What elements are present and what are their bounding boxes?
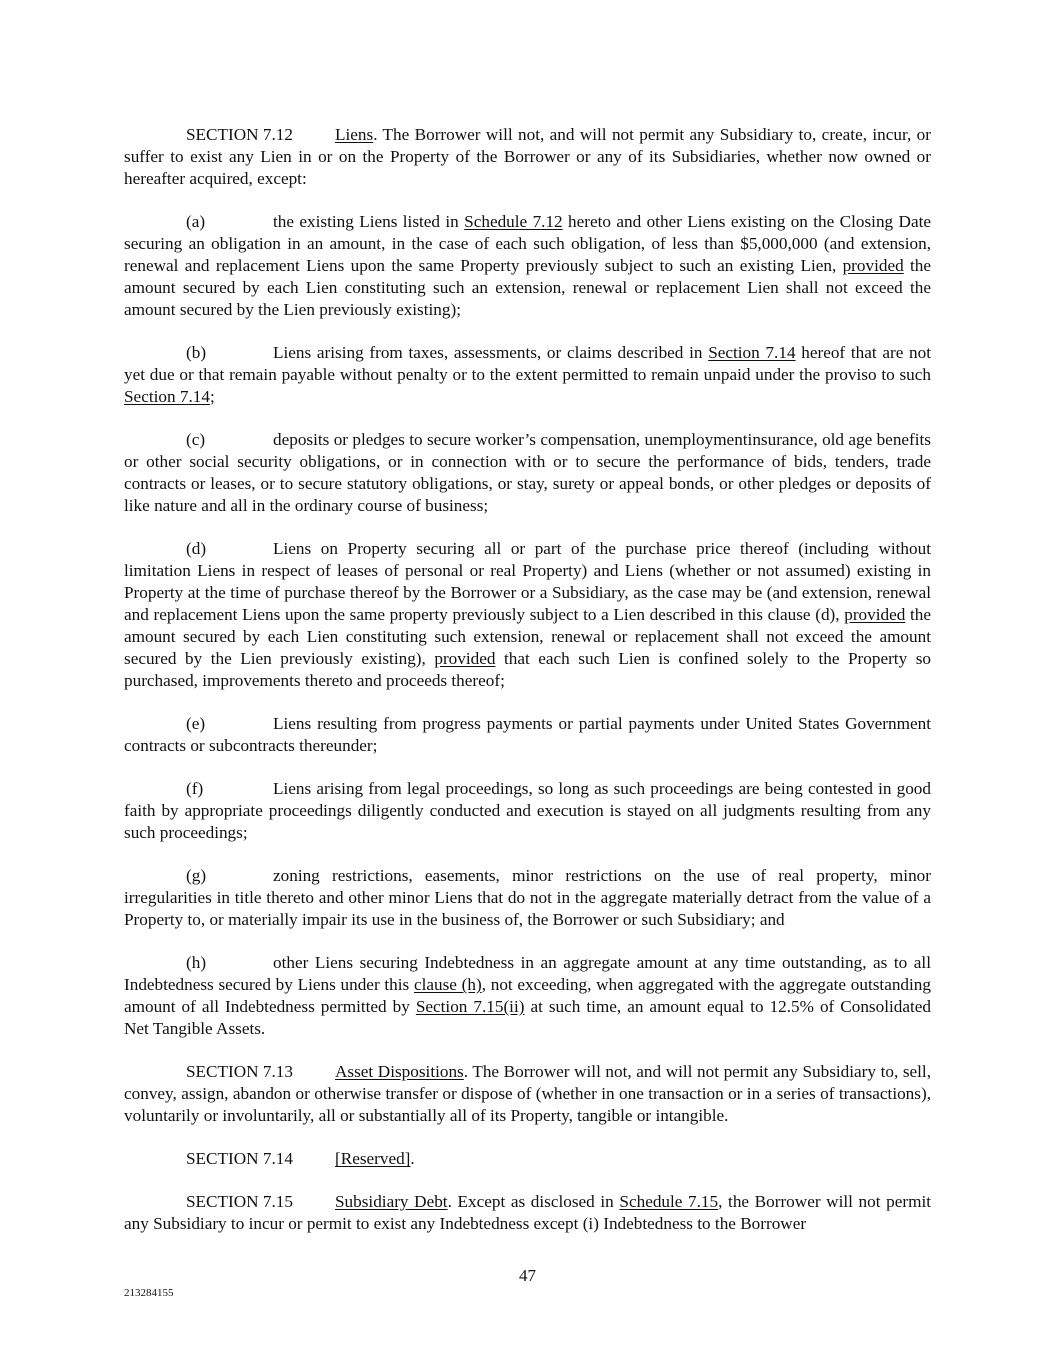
clause-label: (d) — [186, 539, 207, 558]
section-body: . — [410, 1149, 415, 1168]
clause-label: (g) — [186, 866, 207, 885]
clause-text: the existing Liens listed in — [273, 212, 465, 231]
section-label: SECTION 7.14 — [186, 1149, 293, 1168]
clause-text: at such time, an amount equal to 12.5% of Consolidated Net Tangible Assets. — [124, 997, 931, 1038]
section-body: . The Borrower will not, and will not permit any Subsidiary to, sell, convey, assign, abandon or otherwise transfer or dispose of (whether in one transaction or in a series of transactions), voluntarily or involuntarily, all or substantially all of its Property, tangible or intangible. — [124, 1062, 931, 1125]
clause-text: Liens arising from legal proceedings, so long as such proceedings are being contested in good faith by appropriate proceedings diligently conducted and execution is stayed on all judgments resulting from any such proceedings; — [124, 779, 931, 842]
provided-term: provided — [844, 605, 906, 624]
page-number: 47 — [519, 1266, 536, 1285]
section-7-13 — [124, 1061, 931, 1127]
provided-term: provided — [434, 649, 496, 668]
clause-label: (h) — [186, 953, 207, 972]
provided-term: provided — [842, 256, 904, 275]
clause-f — [124, 778, 931, 844]
clause-label: (a) — [186, 212, 206, 231]
clause-h — [124, 952, 931, 1040]
section-7-14 — [124, 1148, 931, 1170]
clause-text: Liens arising from taxes, assessments, or claims described in — [273, 343, 709, 362]
schedule-7-12-ref: Schedule 7.12 — [464, 212, 563, 231]
clause-g — [124, 865, 931, 931]
section-7-14-ref: Section 7.14 — [124, 387, 210, 406]
clause-text: ; — [209, 387, 215, 406]
section-7-15-ii-ref: Section 7.15(ii) — [415, 997, 525, 1016]
clause-text: , not exceeding, when aggregated with the aggregate outstanding amount of all Indebtedness permitted by — [124, 975, 931, 1016]
clause-a — [124, 211, 931, 321]
section-title: [Reserved] — [335, 1149, 411, 1168]
clause-text: hereof that are not yet due or that remain payable without penalty or to the extent permitted to remain unpaid under the proviso to such — [124, 343, 932, 384]
clause-label: (e) — [186, 714, 206, 733]
clause-label: (f) — [186, 779, 204, 798]
clause-e — [124, 713, 931, 757]
clause-d — [124, 538, 931, 692]
clause-text: zoning restrictions, easements, minor restrictions on the use of real property, minor irregularities in title thereto and other minor Liens that do not in the aggregate materially detract from the value of a Property to, or materially impair its use in the business of, the Borrower or such Subsidiary; and — [124, 866, 931, 929]
section-body: . The Borrower will not, and will not permit any Subsidiary to, create, incur, or suffer to exist any Lien in or on the Property of the Borrower or any of its Subsidiaries, whether now owned or hereafter acquired, except: — [124, 125, 931, 188]
clause-text: hereto and other Liens existing on the Closing Date securing an obligation in an amount, in the case of each such obligation, of less than $5,000,000 (and extension, renewal and replacement Liens upon the same Property previously subject to such an existing Lien, — [124, 212, 931, 275]
clause-text: other Liens securing Indebtedness in an aggregate amount at any time outstanding, as to all Indebtedness secured by Liens under this — [124, 953, 931, 994]
document-page — [124, 124, 931, 1256]
schedule-7-15-ref: Schedule 7.15 — [619, 1192, 719, 1211]
clause-h-ref: clause (h) — [413, 975, 482, 994]
section-label: SECTION 7.15 — [186, 1192, 293, 1211]
clause-text: the amount secured by each Lien constituting such extension, renewal or replacement shall not exceed the amount secured by the Lien previously existing), — [124, 605, 932, 668]
section-7-15 — [124, 1191, 931, 1235]
clause-b — [124, 342, 931, 408]
clause-text: that each such Lien is confined solely to the Property so purchased, improvements thereto and proceeds thereof; — [124, 649, 931, 690]
section-title: Liens — [335, 125, 374, 144]
clause-text: Liens on Property securing all or part of the purchase price thereof (including without limitation Liens in respect of leases of personal or real Property) and Liens (whether or not assumed) existing in Property at the time of purchase thereof by the Borrower or a Subsidiary, as the case may be (and extension, renewal and replacement Liens upon the same property previously subject to a Lien described in this clause (d), — [124, 539, 931, 624]
section-label: SECTION 7.12 — [186, 125, 293, 144]
section-body: , the Borrower will not permit any Subsidiary to incur or permit to exist any Indebtedness except (i) Indebtedness to the Borrower — [124, 1192, 931, 1233]
section-body: . Except as disclosed in — [447, 1192, 620, 1211]
clause-c — [124, 429, 931, 517]
clause-text: the amount secured by each Lien constituting such an extension, renewal or replacement Lien shall not exceed the amount secured by the Lien previously existing); — [124, 256, 932, 319]
clause-label: (c) — [186, 430, 206, 449]
clause-text: deposits or pledges to secure worker’s compensation, unemploymentinsurance, old age benefits or other social security obligations, or in connection with or to secure the performance of bids, tenders, trade contracts or leases, or to secure statutory obligations, or stay, surety or appeal bonds, or other pledges or deposits of like nature and all in the ordinary course of business; — [124, 430, 931, 515]
section-7-12 — [124, 124, 931, 190]
section-title: Subsidiary Debt — [335, 1192, 448, 1211]
section-title: Asset Dispositions — [335, 1062, 464, 1081]
section-7-14-ref: Section 7.14 — [708, 343, 796, 362]
clause-label: (b) — [186, 343, 207, 362]
section-label: SECTION 7.13 — [186, 1062, 293, 1081]
clause-text: Liens resulting from progress payments or partial payments under United States Government contracts or subcontracts thereunder; — [124, 714, 931, 755]
document-id: 213284155 — [124, 1287, 174, 1299]
